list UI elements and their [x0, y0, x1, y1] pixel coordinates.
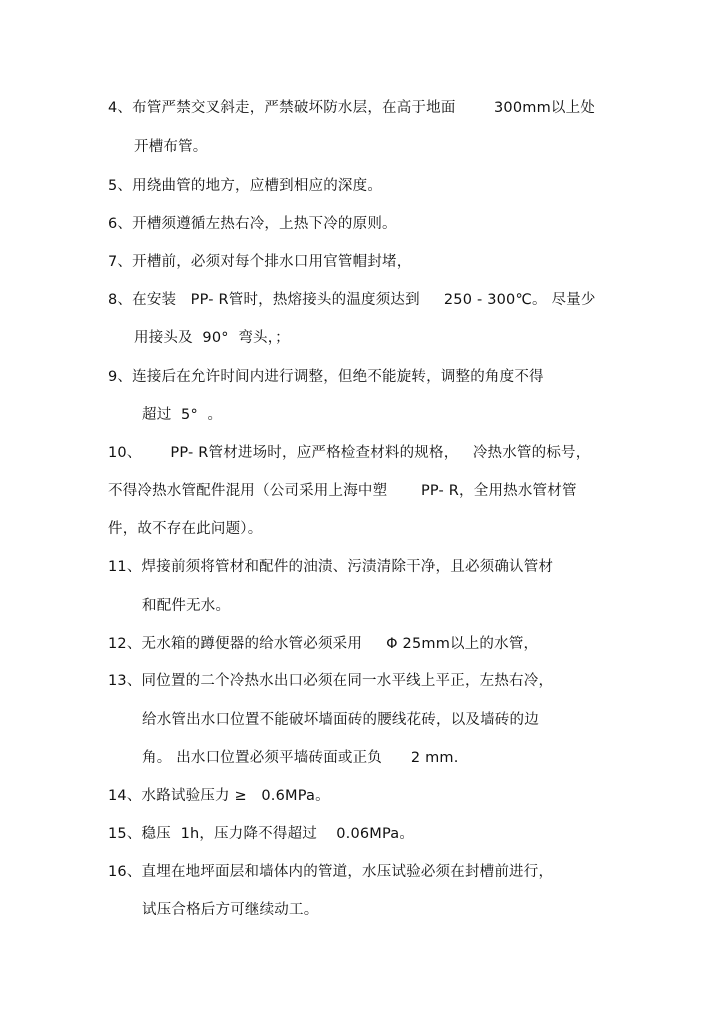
item-8-line-1: 8、在安装 PP- R管时，热熔接头的温度须达到 250 - 300℃。 尽量少	[108, 292, 596, 308]
item-7-line-1: 7、开槽前，必须对每个排水口用官管帽封堵，	[108, 254, 412, 270]
item-14-line-1: 14、水路试验压力 ≥ 0.6MPa。	[108, 788, 330, 804]
item-8-line-2: 用接头及 90° 弯头，；	[134, 330, 290, 346]
item-4-line-2: 开槽布管。	[134, 139, 208, 155]
item-10-line-3: 件，故不存在此问题）。	[108, 521, 263, 537]
item-4-line-1: 4、布管严禁交叉斜走，严禁破坏防水层，在高于地面 300mm以上处	[108, 100, 596, 116]
item-13-line-2: 给水管出水口位置不能破坏墙面砖的腰线花砖，以及墙砖的边	[142, 712, 539, 728]
item-9-line-2: 超过 5° 。	[142, 407, 223, 423]
item-16-line-2: 试压合格后方可继续动工。	[142, 902, 319, 918]
item-12-line-1: 12、无水箱的蹲便器的给水管必须采用 Φ 25mm以上的水管，	[108, 636, 539, 652]
item-16-line-1: 16、直埋在地坪面层和墙体内的管道，水压试验必须在封槽前进行，	[108, 864, 554, 880]
item-13-line-1: 13、同位置的二个冷热水出口必须在同一水平线上平正，左热右冷，	[108, 673, 554, 689]
item-13-line-3: 角。 出水口位置必须平墙砖面或正负 2 mm.	[142, 750, 459, 766]
item-11-line-2: 和配件无水。	[142, 598, 231, 614]
item-10-line-1: 10、 PP- R管材进场时，应严格检查材料的规格， 冷热水管的标号，	[108, 445, 591, 461]
item-5-line-1: 5、用绕曲管的地方，应槽到相应的深度。	[108, 178, 383, 194]
item-11-line-1: 11、焊接前须将管材和配件的油渍、污渍清除干净，且必须确认管材	[108, 559, 554, 575]
item-9-line-1: 9、连接后在允许时间内进行调整，但绝不能旋转，调整的角度不得	[108, 369, 544, 385]
item-10-line-2: 不得冷热水管配件混用（公司采用上海中塑 PP- R，全用热水管材管	[108, 483, 577, 499]
item-6-line-1: 6、开槽须遵循左热右冷，上热下冷的原则。	[108, 216, 397, 232]
item-15-line-1: 15、稳压 1h，压力降不得超过 0.06MPa。	[108, 826, 415, 842]
